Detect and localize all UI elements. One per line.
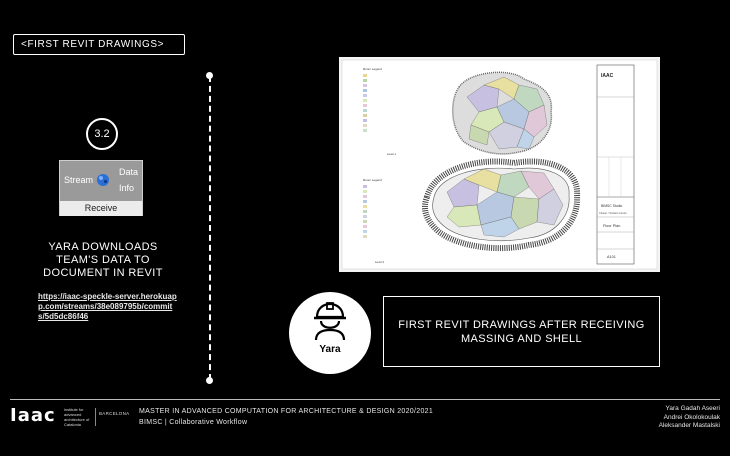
footer-divider (10, 399, 720, 400)
author-3: Aleksander Mastalski (658, 422, 720, 429)
timeline-dot-bottom (206, 377, 213, 384)
floor-plan-drawing (339, 57, 660, 272)
timeline-dot-top (206, 72, 213, 79)
step-number: 3.2 (86, 118, 118, 150)
barcelona-label: BARCELONA (99, 411, 130, 416)
sheet-logo: IAAC (601, 73, 614, 79)
caption: FIRST REVIT DRAWINGS AFTER RECEIVING MASSING AND SHELL (383, 296, 660, 367)
revit-drawing-sheet (339, 57, 660, 272)
receive-button[interactable]: Receive (60, 201, 142, 216)
stream-link[interactable]: https://iaac-speckle-server.herokuapp.com/streams/38e089795b/commits/5d5dc86f46 (38, 292, 177, 321)
avatar-name: Yara (319, 344, 341, 355)
iaac-logo: Iaac (10, 405, 56, 426)
slide-title: <FIRST REVIT DRAWINGS> (13, 34, 185, 55)
speckle-receive-node (59, 160, 143, 216)
node-input-stream: Stream (64, 175, 94, 185)
timeline-line (209, 76, 211, 380)
level-label-1: Level 1 (387, 152, 397, 156)
level-label-2: Level 2 (375, 260, 385, 264)
sheet-number: A101 (607, 255, 616, 259)
legend-title-2: Room Legend (363, 178, 382, 182)
course-info (139, 406, 433, 428)
avatar (289, 292, 371, 374)
logo-separator (95, 408, 96, 426)
authors (659, 405, 720, 431)
node-output-data: Data (119, 167, 139, 177)
master-line: MASTER IN ADVANCED COMPUTATION FOR ARCHITECTURE & DESIGN 2020/2021 (139, 408, 434, 415)
step-description: YARA DOWNLOADS TEAM'S DATA TO DOCUMENT IN REVIT (43, 241, 163, 279)
legend-2-swatches (363, 185, 367, 238)
course-line: BIMSC | Collaborative Workflow (139, 419, 248, 426)
institute-name: institute for advanced architecture of Catalonia (64, 407, 90, 427)
construction-worker-icon (312, 302, 348, 342)
sheet-project: Cluster / Student Centre (599, 212, 627, 215)
node-output-info: Info (119, 183, 135, 193)
speckle-icon (95, 172, 111, 188)
legend-title-1: Room Legend (363, 67, 382, 71)
author-1: Yara Gadah Aseeri (665, 405, 720, 412)
author-2: Andrei Okolokoulak (663, 413, 720, 421)
sheet-name: Floor Plan (603, 224, 621, 228)
sheet-studio: BIMSC Studio (601, 204, 623, 208)
